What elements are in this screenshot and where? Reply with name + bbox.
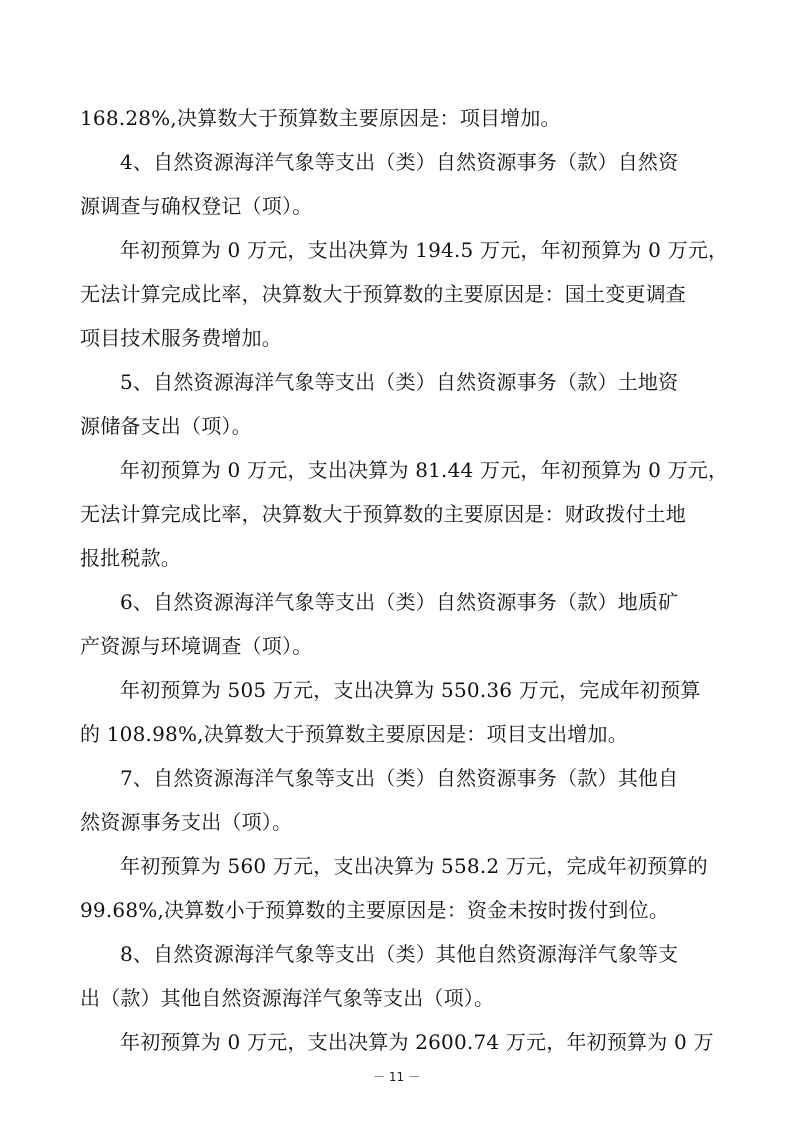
item-4-body-line-3: 项目技术服务费增加。 bbox=[80, 326, 282, 350]
item-8-heading-line-2: 出（款）其他自然资源海洋气象等支出（项）。 bbox=[80, 986, 495, 1010]
item-5-heading-line-2: 源储备支出（项）。 bbox=[80, 414, 252, 438]
item-4-heading-line-2: 源调查与确权登记（项）。 bbox=[80, 194, 313, 218]
item-7-heading-line-1: 7、自然资源海洋气象等支出（类）自然资源事务（款）其他自 bbox=[120, 766, 679, 790]
item-4-body-line-2: 无法计算完成比率，决算数大于预算数的主要原因是：国土变更调查 bbox=[80, 282, 686, 306]
item-5-heading-line-1: 5、自然资源海洋气象等支出（类）自然资源事务（款）土地资 bbox=[120, 370, 679, 394]
item-5-body-line-1: 年初预算为 0 万元，支出决算为 81.44 万元，年初预算为 0 万元， bbox=[120, 458, 729, 482]
item-4-heading-line-1: 4、自然资源海洋气象等支出（类）自然资源事务（款）自然资 bbox=[120, 150, 679, 174]
item-5-body-line-3: 报批税款。 bbox=[80, 546, 181, 570]
item-5-body-line-2: 无法计算完成比率，决算数大于预算数的主要原因是：财政拨付土地 bbox=[80, 502, 686, 526]
item-6-heading-line-2: 产资源与环境调查（项）。 bbox=[80, 634, 313, 658]
item-6-heading-line-1: 6、自然资源海洋气象等支出（类）自然资源事务（款）地质矿 bbox=[120, 590, 679, 614]
item-6-body-line-2: 的 108.98%,决算数大于预算数主要原因是：项目支出增加。 bbox=[80, 722, 628, 746]
item-6-body-line-1: 年初预算为 505 万元，支出决算为 550.36 万元，完成年初预算 bbox=[120, 678, 701, 702]
item-8-body-line-1: 年初预算为 0 万元，支出决算为 2600.74 万元，年初预算为 0 万 bbox=[120, 1030, 714, 1054]
item-8-heading-line-1: 8、自然资源海洋气象等支出（类）其他自然资源海洋气象等支 bbox=[120, 942, 679, 966]
item-7-body-line-2: 99.68%,决算数小于预算数的主要原因是：资金未按时拨付到位。 bbox=[80, 898, 670, 922]
page-number: － 11 － bbox=[373, 1070, 420, 1084]
item-7-body-line-1: 年初预算为 560 万元，支出决算为 558.2 万元，完成年初预算的 bbox=[120, 854, 708, 878]
item-4-body-line-1: 年初预算为 0 万元，支出决算为 194.5 万元，年初预算为 0 万元， bbox=[120, 238, 729, 262]
item-7-heading-line-2: 然资源事务支出（项）。 bbox=[80, 810, 293, 834]
paragraph-line-item3-continuation: 168.28%,决算数大于预算数主要原因是：项目增加。 bbox=[80, 106, 561, 130]
